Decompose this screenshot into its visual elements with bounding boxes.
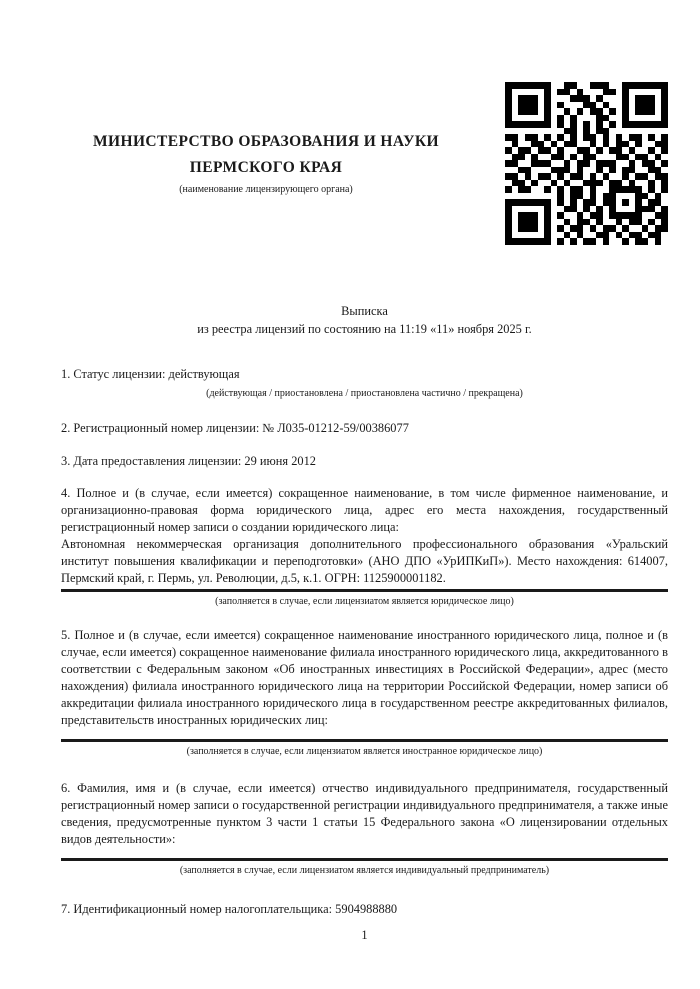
divider-item-4	[61, 589, 668, 592]
item-6-individual-entrepreneur: 6. Фамилия, имя и (в случае, если имеется) отчество индивидуального предпринимателя, государственный регистрационный номер записи о государственной регистрации индивидуального предпринимателя, а также иные сведения, предусмотренные пунктом 3 части 1 статьи 15 Федерального закона «О лицензировании отдельных видов деятельности»:	[61, 781, 668, 846]
ministry-name-line1: МИНИСТЕРСТВО ОБРАЗОВАНИЯ И НАУКИ	[93, 133, 439, 150]
item-5-foreign-entity: 5. Полное и (в случае, если имеется) сокращенное наименование иностранного юридического лица, полное и (в случае, если имеется) сокращенное наименование филиала иностранного юридического лица, аккредитованного в соответствии с Федеральным законом «Об иностранных инвестициях в Российской Федерации», адрес (место нахождения) филиала иностранного юридического лица на территории Российской Федерации, номер записи об аккредитации филиала иностранного юридического лица в государственном реестре аккредитованных филиалов, представительств иностранных юридических лиц:	[61, 628, 668, 727]
document-title-line1: Выписка	[341, 304, 388, 318]
divider-item-6	[61, 858, 668, 861]
item-4-label: 4. Полное и (в случае, если имеется) сокращенное наименование, в том числе фирменное наименование, и организационно-правовая форма юридического лица, адрес его места нахождения, государственный регистрационный номер записи о создании юридического лица:	[61, 486, 668, 534]
licensing-authority-header	[40, 129, 492, 196]
item-5-note: (заполняется в случае, если лицензиатом является иностранное юридическое лицо)	[186, 746, 543, 757]
divider-item-5	[61, 739, 668, 742]
item-4-value: Автономная некоммерческая организация дополнительного профессионального образования «Уральский институт повышения квалификации и переподготовки» (АНО ДПО «УрИПКиП»). Место нахождения: 614007, Пермский край, г. Пермь, ул. Революции, д.5, к.1. ОГРН: 1125900001182.	[61, 537, 668, 585]
item-1-license-status: 1. Статус лицензии: действующая	[61, 367, 240, 381]
document-title	[61, 303, 668, 338]
item-1-status-options-note: (действующая / приостановлена / приостановлена частично / прекращена)	[206, 388, 523, 399]
item-7-taxpayer-id: 7. Идентификационный номер налогоплательщика: 5904988880	[61, 902, 398, 916]
page-number: 1	[361, 928, 368, 942]
item-2-registration-number: 2. Регистрационный номер лицензии: № Л035-01212-59/00386077	[61, 421, 409, 435]
item-6-note: (заполняется в случае, если лицензиатом является индивидуальный предприниматель)	[179, 865, 550, 876]
ministry-caption: (наименование лицензирующего органа)	[179, 184, 353, 195]
qr-code	[505, 82, 668, 245]
item-4-note: (заполняется в случае, если лицензиатом является юридическое лицо)	[215, 596, 514, 607]
ministry-name-line2: ПЕРМСКОГО КРАЯ	[189, 159, 343, 176]
item-4-legal-entity	[61, 485, 668, 587]
document-title-line2: из реестра лицензий по состоянию на 11:19 «11» ноября 2025 г.	[197, 321, 532, 336]
item-3-grant-date: 3. Дата предоставления лицензии: 29 июня 2012	[61, 454, 317, 468]
